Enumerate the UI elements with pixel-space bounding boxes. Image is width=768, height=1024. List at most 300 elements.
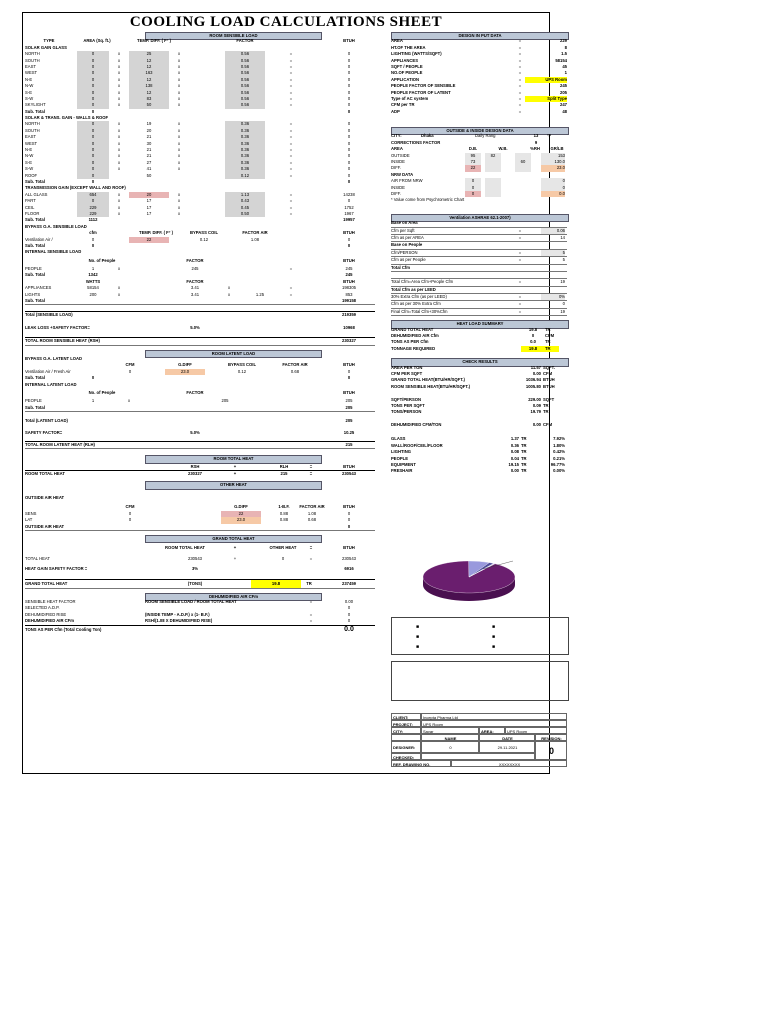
- solar-row-cell: N-W: [25, 83, 34, 89]
- rth-row-cell: 230543: [342, 471, 356, 477]
- walls-subtotal-cell: 0: [347, 178, 351, 184]
- vent-row-cell: [391, 272, 501, 278]
- solar-row-cell: =: [289, 83, 293, 89]
- oa-row-cell: SENS: [25, 510, 37, 516]
- legend-marker: ■: [492, 644, 496, 650]
- trans-row-cell: 14238: [343, 191, 355, 197]
- solar-row-cell: x: [117, 89, 121, 95]
- ref-drawing-value: XXXXXXXX: [451, 760, 567, 767]
- trans-row-cell: x: [177, 198, 181, 204]
- gth-total-cell: TOTAL HEAT: [25, 555, 50, 561]
- summary-row-cell: CFM: [545, 333, 555, 339]
- rth-cols-cell: RSH: [190, 463, 200, 469]
- wall-row-cell: 50: [146, 172, 152, 178]
- rth-cols-cell: BTUH: [343, 463, 355, 469]
- designer-label: DESIGNER:: [391, 741, 421, 753]
- rsh-total-cell: TOTAL ROOM SENSIBLE HEAT (RSH): [25, 338, 100, 344]
- summary-row-cell: TR: [545, 326, 551, 332]
- design-row-cell: 247: [560, 102, 567, 108]
- design-row-cell: 45: [562, 63, 567, 69]
- rlh-people-row-cell: PEOPLE: [25, 398, 42, 404]
- rlh-people-subtotal: [25, 405, 375, 412]
- rlh-bypass-row-cell: 0.68: [290, 368, 300, 374]
- walls-title-cell: SOLAR & TRANS. GAIN - WALLS & ROOF: [25, 115, 109, 121]
- trans-row-cell: 17: [146, 210, 152, 216]
- design-row-cell: =: [518, 44, 522, 50]
- check-row-cell: TR: [543, 409, 549, 415]
- solar-row-cell: 0: [347, 89, 351, 95]
- oa-cols-cell: BTUH: [343, 503, 355, 509]
- rlh-bypass-title-cell: BYPASS O.A. LATENT LOAD: [25, 355, 83, 361]
- vent-row: [391, 287, 567, 294]
- trans-title-cell: TRANSMISSION GAIN (EXCEPT WALL AND ROOF): [25, 185, 126, 191]
- wall-row-cell: 0: [347, 121, 351, 127]
- design-row-cell: =: [518, 76, 522, 82]
- gth-safety-cell: HEAT GAIN SAFETY FACTOR =: [25, 566, 88, 572]
- legend-marker: ■: [416, 634, 420, 640]
- people-subtotal-cell: 245: [345, 272, 353, 278]
- solar-row-cell: x: [117, 83, 121, 89]
- nrw-row-cell: INSIDE: [391, 184, 405, 190]
- bypass-subtotal-cell: Sub. Total: [25, 242, 45, 248]
- wall-row-cell: x: [177, 140, 181, 146]
- outin-row-cell: 130.0: [541, 159, 565, 165]
- dehum-row-cell: SELECTED A.D.P.: [25, 605, 60, 611]
- design-row-cell: PEOPLE FACTOR OF SENSIBLE: [391, 83, 456, 89]
- bypass-cols-cell: FACTOR AIR: [242, 230, 268, 236]
- check-row-cell: SQFT: [543, 396, 555, 402]
- vent-row-cell: 30% Extra Cfm (as per LEED): [391, 294, 447, 300]
- trans-row-cell: x: [117, 191, 121, 197]
- solar-row-cell: 0.56: [225, 96, 265, 102]
- check-row-cell: CFM: [543, 370, 553, 376]
- wall-row-cell: x: [117, 153, 121, 159]
- vent-row-cell: =: [518, 227, 522, 233]
- vent-row-cell: 5: [541, 250, 565, 256]
- design-row-cell: AREA: [391, 38, 403, 44]
- solar-row-cell: 0.56: [225, 51, 265, 57]
- wall-row-cell: 20: [146, 127, 152, 133]
- breakdown-row-cell: 1.80%: [553, 442, 565, 448]
- wall-row-cell: 0: [347, 127, 351, 133]
- solar-row-cell: 0.56: [225, 58, 265, 64]
- appl-row-cell: =: [289, 291, 293, 297]
- vent-row-cell: [515, 265, 525, 271]
- outin-row-cell: 23.0: [541, 165, 565, 171]
- gth-header-cell: GRAND TOTAL HEAT: [145, 535, 322, 543]
- trans-row-cell: PART: [25, 198, 36, 204]
- wall-row-cell: SOUTH: [25, 127, 40, 133]
- gth-total-cell: 230543: [342, 555, 356, 561]
- rlh-bypass-cols-cell: BTUH: [343, 362, 355, 368]
- solar-row-cell: x: [117, 51, 121, 57]
- summary-header-cell: HEAT LOAD SUMMARY: [391, 320, 569, 328]
- trans-row-cell: 229: [77, 205, 109, 211]
- vent-row: [391, 257, 567, 264]
- bypass-subtotal-cell: 0: [347, 242, 351, 248]
- gth-safety-cell: 6916: [344, 566, 354, 572]
- vent-row-cell: Final Cfm=Total Cfm+30%Cfm: [391, 308, 448, 314]
- outin-city-cell: 13: [533, 133, 539, 139]
- design-row-cell: Type of AC system: [391, 95, 429, 101]
- vent-row-cell: 0: [562, 301, 565, 307]
- vent-row-cell: Cfm as per People: [391, 257, 426, 263]
- solar-row-cell: 12: [129, 58, 169, 64]
- bypass-row-cell: 1.08: [250, 236, 260, 242]
- trans-row-cell: 20: [129, 192, 169, 198]
- design-row-cell: =: [518, 57, 522, 63]
- vent-row-cell: [541, 242, 565, 248]
- oa-row-cell: LAT: [25, 517, 33, 523]
- design-row-cell: =: [518, 51, 522, 57]
- check-row-cell: 0.00: [532, 422, 541, 428]
- rlh-bypass-subtotal-cell: 0: [91, 375, 95, 381]
- rth-row-cell: ROOM TOTAL HEAT: [25, 471, 65, 477]
- breakdown-row-cell: TR: [521, 442, 527, 448]
- solar-row-cell: =: [289, 89, 293, 95]
- people-row-cell: =: [289, 266, 293, 272]
- wall-row-cell: =: [289, 159, 293, 165]
- other-header: [25, 481, 375, 487]
- design-row-cell: 229: [560, 38, 567, 44]
- design-row: [391, 109, 567, 115]
- rlh-people-row-cell: 1: [91, 398, 95, 404]
- wall-row-cell: x: [117, 127, 121, 133]
- design-row-cell: HT.OF THE AREA: [391, 44, 426, 50]
- breakdown-row-cell: 0.00: [510, 468, 519, 474]
- trans-subtotal-cell: 1112: [88, 217, 98, 223]
- check-row-cell: BTUH: [543, 377, 555, 383]
- design-row-cell: =: [518, 95, 522, 101]
- vent-row-cell: [515, 287, 525, 293]
- check-row-cell: 0.00: [532, 370, 541, 376]
- leak-row-cell: 5.0%: [190, 324, 200, 330]
- left-column: [25, 32, 375, 634]
- bypass-cols-cell: BYPASS COIL: [189, 230, 219, 236]
- trans-row-cell: =: [289, 210, 293, 216]
- solar-title-cell: SOLAR GAIN GLASS: [25, 44, 67, 50]
- solar-row-cell: x: [117, 76, 121, 82]
- rlh-people-cols-cell: No. of People: [88, 389, 116, 395]
- gth-grand-cell: (TONS): [187, 580, 203, 586]
- gth-total: [25, 556, 375, 562]
- area-label: AREA:: [479, 727, 505, 734]
- wall-row-cell: 0.12: [225, 173, 265, 179]
- oa-cols-cell: FACTOR AIR: [299, 503, 325, 509]
- nrw-row-cell: 0: [465, 185, 481, 191]
- trans-row-cell: x: [117, 210, 121, 216]
- vent-row-cell: =: [518, 234, 522, 240]
- city-label: CITY:: [391, 727, 421, 734]
- wall-row-cell: 0.36: [225, 147, 265, 153]
- rsh-columns-cell: BTUH: [343, 38, 355, 44]
- oa-row-cell: 23.0: [221, 517, 261, 523]
- wall-row-cell: 0: [347, 153, 351, 159]
- walls-subtotal-cell: Sub. Total: [25, 178, 45, 184]
- wall-row-cell: 41: [146, 166, 152, 172]
- internal-title-cell: INTERNAL SENSIBLE LOAD: [25, 249, 82, 255]
- outin-cols-cell: D.B.: [468, 146, 478, 152]
- solar-row-cell: x: [177, 70, 181, 76]
- check-row-cell: ROOM SENSIBLE HEAT(BTU/HR/SQFT.): [391, 383, 471, 389]
- appl-subtotal-cell: Sub. Total: [25, 298, 45, 304]
- outin-corr-cell: 9: [534, 139, 538, 145]
- rlh-bypass-row-cell: Ventilation Air / Fresh Air: [25, 368, 71, 374]
- wall-row-cell: 0.36: [225, 153, 265, 159]
- gth-total-cell: 230543: [188, 555, 202, 561]
- oa-cols-cell: 1-B.F.: [278, 503, 290, 509]
- design-row-cell: 205: [560, 89, 567, 95]
- solar-row-cell: 83: [129, 96, 169, 102]
- design-row-cell: 1.5: [561, 51, 567, 57]
- summary-row-cell: 19.8: [528, 326, 538, 332]
- solar-row-cell: x: [177, 95, 181, 101]
- design-header-cell: DESIGN IN PUT DATA: [391, 32, 569, 40]
- solar-subtotal-cell: 0: [347, 108, 351, 114]
- check-row-cell: TONS PER SQFT: [391, 402, 425, 408]
- wall-row-cell: 0.36: [225, 128, 265, 134]
- rlh-bypass-row-cell: 0: [347, 368, 351, 374]
- vent-row-cell: 19: [560, 308, 565, 314]
- summary-row-cell: 19.8: [521, 346, 545, 352]
- solar-row-cell: 0: [347, 102, 351, 108]
- trans-subtotal-cell: Sub. Total: [25, 217, 45, 223]
- solar-subtotal-cell: 0: [91, 108, 95, 114]
- summary-row-cell: TR: [545, 339, 551, 345]
- solar-row-cell: 0: [347, 83, 351, 89]
- solar-subtotal-cell: Sub. Total: [25, 108, 45, 114]
- solar-row-cell: x: [177, 63, 181, 69]
- total-sensible-cell: 219359: [342, 312, 356, 318]
- breakdown-row: [391, 468, 567, 474]
- check-row-cell: BTUH: [543, 383, 555, 389]
- wall-row-cell: 0: [77, 153, 109, 159]
- breakdown-row-cell: 1.37: [510, 436, 519, 442]
- solar-row-cell: N-E: [25, 76, 33, 82]
- solar-row-cell: 0: [347, 76, 351, 82]
- outin-row-cell: 95: [465, 153, 481, 159]
- outin-note-cell: * Value come from Psychrometric Chart: [391, 197, 465, 203]
- appl-cols-cell: FACTOR: [186, 278, 204, 284]
- solar-row-cell: 0: [77, 96, 109, 102]
- gth-grand-cell: 19.8: [251, 580, 301, 588]
- appl-row-cell: 3.41: [190, 291, 200, 297]
- check-row-cell: 1036.94: [525, 377, 541, 383]
- appl-row-cell: x: [227, 291, 231, 297]
- dehum-row-cell: SENSIBLE HEAT FACTOR: [25, 598, 76, 604]
- outin-city-cell: Dhaka: [421, 133, 434, 139]
- outin-row-cell: INSIDE: [391, 159, 405, 165]
- breakdown-row-cell: LIGHTING: [391, 449, 412, 455]
- outin-row-cell: 153: [541, 153, 565, 159]
- revision-header: REVISION:: [535, 734, 567, 741]
- appl-cols-cell: BTUH: [343, 278, 355, 284]
- appl-row-cell: 1.25: [255, 291, 265, 297]
- check-row-cell: 11.57: [530, 364, 541, 370]
- check-row-cell: GRAND TOTAL HEAT(BTU/HR/SQFT.): [391, 377, 465, 383]
- internal-title: [25, 249, 375, 255]
- vent-row-cell: 14: [560, 234, 565, 240]
- legend-marker: ■: [492, 624, 496, 630]
- oa-row-cell: 0.88: [279, 517, 289, 523]
- design-row-cell: =: [518, 38, 522, 44]
- rth-cols-cell: +: [233, 463, 237, 469]
- outin-cols-cell: W.B.: [498, 146, 508, 152]
- design-row-cell: 245: [560, 83, 567, 89]
- wall-row-cell: =: [289, 121, 293, 127]
- rth-row-cell: +: [233, 471, 237, 477]
- oa-total-cell: 0: [347, 523, 351, 529]
- legend-marker: ■: [416, 644, 420, 650]
- rsh-total: [25, 337, 375, 345]
- vent-row: [391, 250, 567, 257]
- people-cols-cell: No. of People: [88, 257, 116, 263]
- total-latent: [25, 418, 375, 424]
- people-row-cell: PEOPLE: [25, 266, 42, 272]
- wall-row-cell: =: [289, 166, 293, 172]
- outin-corr-cell: CORRECTIONS FACTOR: [391, 139, 441, 145]
- tb-blank: [391, 734, 421, 741]
- solar-row-cell: 50: [129, 102, 169, 108]
- people-cols: [25, 258, 375, 264]
- vent-row: [391, 228, 567, 235]
- rlh-bypass-row-cell: 0.12: [237, 368, 247, 374]
- vent-row-cell: Total Cfm: [391, 264, 410, 270]
- solar-row-cell: =: [289, 51, 293, 57]
- wall-row-cell: N-E: [25, 147, 33, 153]
- breakdown-row-cell: EQUIPMENT: [391, 462, 416, 468]
- solar-row-cell: =: [289, 76, 293, 82]
- vent-row-cell: =: [518, 279, 522, 285]
- solar-row-cell: 0.56: [225, 83, 265, 89]
- trans-row-cell: x: [177, 210, 181, 216]
- total-sensible: [25, 311, 375, 318]
- solar-row-cell: 0.56: [225, 64, 265, 70]
- solar-row-cell: 0.56: [225, 90, 265, 96]
- rlh-bypass-cols-cell: BYPASS COIL: [227, 362, 257, 368]
- solar-row-cell: SKYLIGHT: [25, 102, 46, 108]
- wall-row-cell: x: [117, 134, 121, 140]
- rth-header: [25, 455, 375, 461]
- solar-row-cell: SOUTH: [25, 57, 40, 63]
- bypass-cols-cell: BTUH: [343, 230, 355, 236]
- people-subtotal-cell: Sub. Total: [25, 272, 45, 278]
- trans-row-cell: 654: [77, 192, 109, 198]
- trans-subtotal-cell: 19957: [343, 217, 355, 223]
- solar-row-cell: x: [117, 63, 121, 69]
- outin-row-cell: 22: [465, 165, 481, 171]
- walls-subtotal-cell: 0: [91, 178, 95, 184]
- appl-row-cell: 58154: [87, 285, 99, 291]
- wall-row-cell: 0.36: [225, 121, 265, 127]
- solar-row-cell: 0: [77, 58, 109, 64]
- client-label: CLIENT:: [391, 713, 421, 720]
- check-row-cell: SQFT/PERSON: [391, 396, 422, 402]
- wall-row-cell: =: [289, 153, 293, 159]
- nrw-row-cell: 0: [465, 178, 481, 184]
- appl-row-cell: 3.41: [190, 285, 200, 291]
- trans-row-cell: 1752: [344, 204, 354, 210]
- solar-row-cell: 0.56: [225, 70, 265, 76]
- outin-row-cell: DIFF.: [391, 165, 402, 171]
- breakdown-row-cell: 0.42%: [553, 449, 565, 455]
- wall-row-cell: x: [177, 127, 181, 133]
- rlh-internal-title-cell: INTERNAL LATENT LOAD: [25, 381, 77, 387]
- rlh-bypass-cols-cell: G.DIFF: [178, 362, 192, 368]
- wall-row-cell: x: [177, 121, 181, 127]
- wall-row-cell: 0: [347, 166, 351, 172]
- wall-row-cell: x: [177, 134, 181, 140]
- sheet-title: COOLING LOAD CALCULATIONS SHEET: [129, 14, 443, 30]
- design-row-cell: Split Type: [525, 96, 567, 102]
- vent-row-cell: Cfm as per AREA: [391, 234, 424, 240]
- solar-row-cell: 0: [77, 90, 109, 96]
- wall-row-cell: x: [117, 147, 121, 153]
- design-row-cell: =: [518, 70, 522, 76]
- outin-city-cell: Daily Rang: [475, 133, 496, 139]
- vent-row: [391, 242, 567, 249]
- wall-row-cell: 0: [77, 160, 109, 166]
- oa-row-cell: 0: [128, 510, 132, 516]
- solar-row-cell: =: [289, 57, 293, 63]
- gth-grand-cell: 237459: [342, 580, 356, 586]
- vent-row-cell: [515, 272, 525, 278]
- solar-row-cell: x: [177, 102, 181, 108]
- wall-row-cell: 0: [77, 166, 109, 172]
- solar-row-cell: 0: [347, 63, 351, 69]
- project-label: PROJECT:: [391, 720, 421, 727]
- trans-row-cell: =: [289, 191, 293, 197]
- wall-row-cell: 0: [77, 128, 109, 134]
- gth-total-cell: =: [309, 555, 313, 561]
- appl-subtotal-cell: 199158: [342, 298, 356, 304]
- trans-row-cell: ALL GLASS: [25, 191, 48, 197]
- nrw-row-cell: AIR FROM NRW: [391, 178, 423, 184]
- design-row-cell: SQFT / PEOPLE: [391, 63, 423, 69]
- solar-row-cell: 0: [347, 95, 351, 101]
- trans-row-cell: x: [117, 198, 121, 204]
- design-row-cell: =: [518, 89, 522, 95]
- vent-row-cell: 5: [562, 257, 565, 263]
- bypass-cols-cell: TEMP. DIFF. ( F° ): [139, 230, 173, 236]
- date-value: 29.11.2021: [479, 741, 535, 753]
- wall-row-cell: WEST: [25, 140, 38, 146]
- wall-row-cell: x: [177, 166, 181, 172]
- gth-cols-cell: +: [233, 545, 237, 551]
- summary-row-cell: GRAND TOTAL HEAT: [391, 326, 434, 332]
- vent-row-cell: 19: [560, 279, 565, 285]
- trans-row-cell: 0.50: [225, 211, 265, 217]
- rlh-people-row-cell: 205: [345, 398, 353, 404]
- leak-row-cell: LEAK LOSS +SAFETY FACTOR=: [25, 324, 90, 330]
- gth-header: [25, 535, 375, 541]
- designer-value: 0: [421, 741, 479, 753]
- solar-row-cell: 0.56: [225, 102, 265, 108]
- outin-note: [391, 197, 567, 203]
- right-column: [391, 32, 567, 475]
- vent-row-cell: =: [518, 308, 522, 314]
- appl-subtotal: [25, 298, 375, 305]
- notes-box: [391, 661, 569, 701]
- spacer: [391, 204, 567, 214]
- dehum-row-cell: 0.00: [344, 598, 354, 604]
- check-row: [391, 422, 567, 428]
- gth-cols-cell: =: [309, 545, 313, 551]
- vent-row: [391, 309, 567, 316]
- breakdown-row-cell: GLASS: [391, 436, 406, 442]
- design-row-cell: 48: [562, 108, 567, 114]
- ref-drawing-label: REF. DRAWING NO.: [391, 760, 451, 767]
